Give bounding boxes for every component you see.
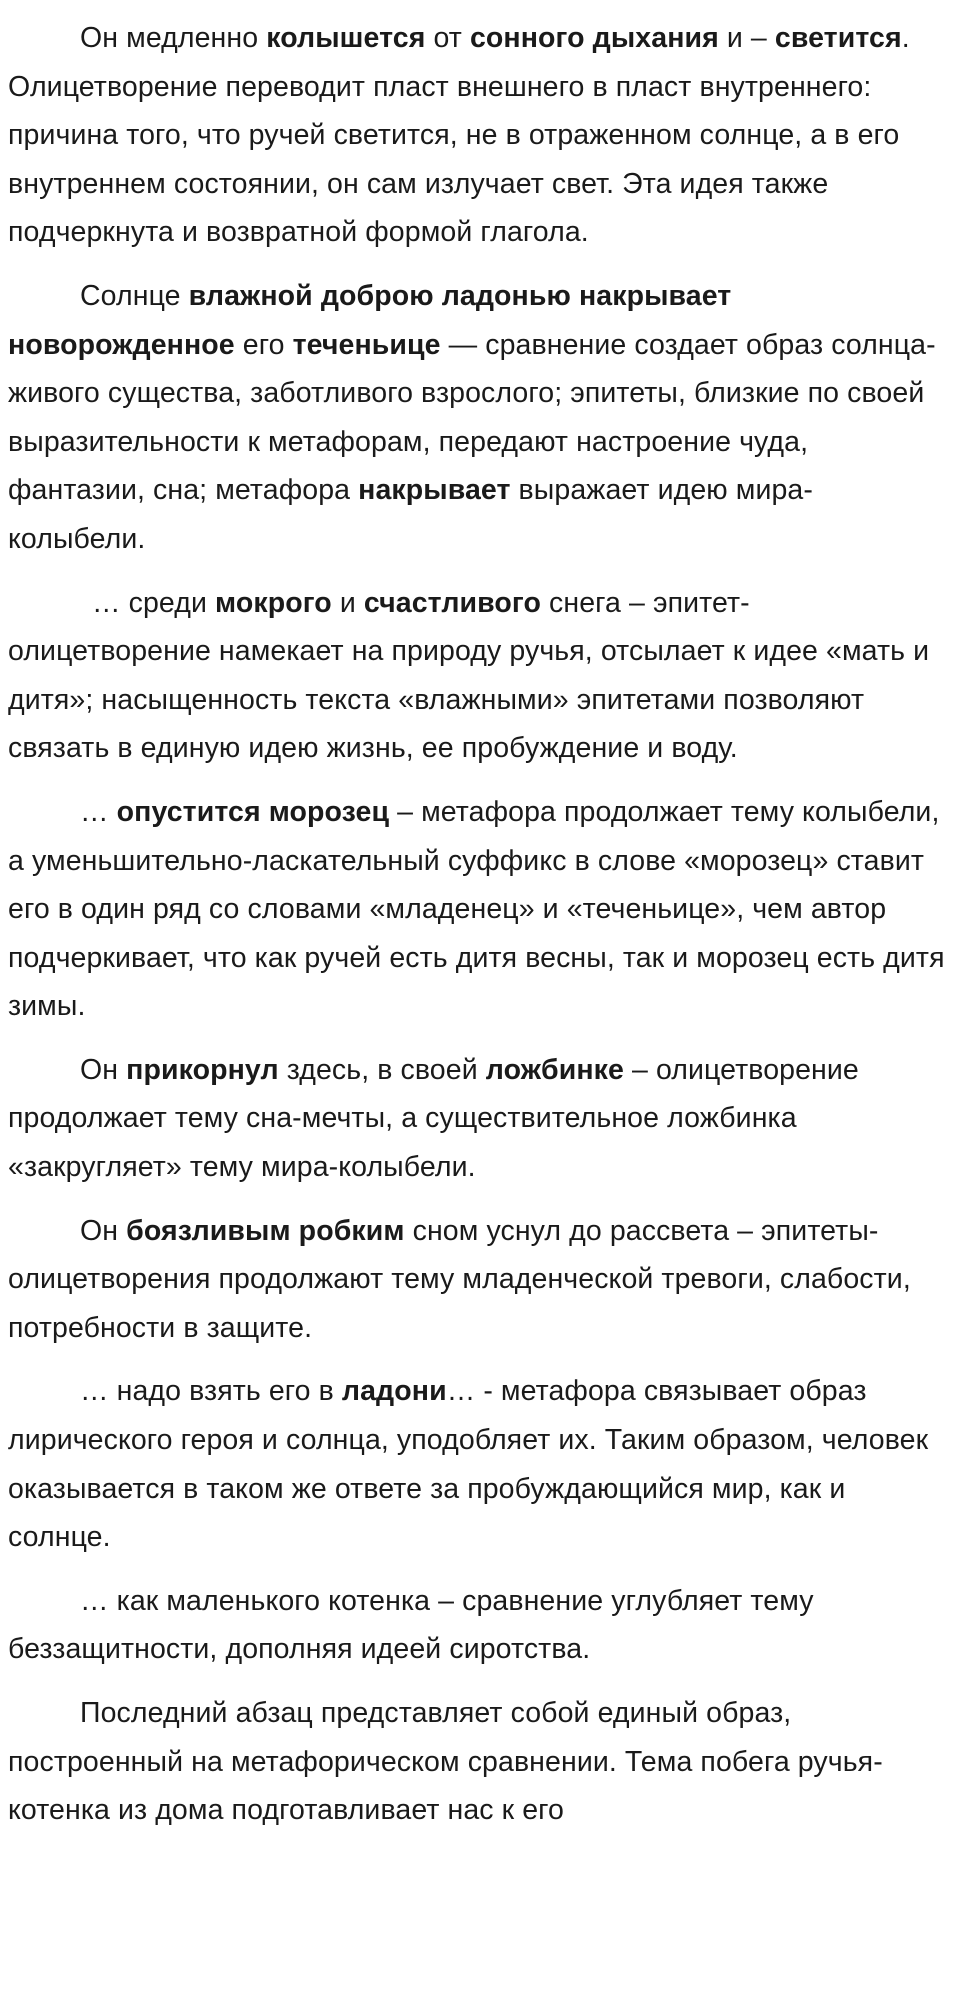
text-run: … среди — [92, 586, 216, 619]
text-run: — сравнение создает образ солнца-живого существа, заботливого взрослого; эпитеты, близкие по своей выразительности к метафорам, передают настроение чуда, фантазии, сна; метафора — [8, 328, 936, 507]
bold-term: накрывает — [358, 474, 511, 507]
bold-term: счастливого — [363, 586, 542, 619]
paragraph-3 — [8, 579, 950, 773]
paragraph-7 — [8, 1367, 950, 1561]
text-run: – олицетворение продолжает тему сна-мечты, а существительное ложбинка «закругляет» тему мира-колыбели. — [8, 1053, 859, 1184]
text-run: . Олицетворение переводит пласт внешнего в пласт внутреннего: причина того, что ручей светится, не в отраженном солнце, а в его внутреннем состоянии, он сам излучает свет. Эта идея также подчеркнута и возвратной формой глагола. — [8, 22, 910, 249]
paragraph-5 — [8, 1046, 950, 1192]
text-run: сном уснул до рассвета – эпитеты-олицетворения продолжают тему младенческой тревоги, слабости, потребности в защите. — [8, 1214, 911, 1344]
text-run: Он — [80, 1214, 127, 1247]
text-run: выражает идею мира-колыбели. — [8, 474, 813, 555]
text-run: … надо взять его в — [80, 1375, 342, 1408]
text-run: и – — [718, 22, 775, 54]
paragraph-9 — [8, 1689, 950, 1835]
text-run: Он медленно — [80, 22, 267, 54]
paragraph-1 — [8, 14, 950, 257]
text-run: его — [234, 328, 293, 361]
bold-term: прикорнул — [126, 1053, 279, 1086]
text-run: … как маленького котенка – сравнение углубляет тему беззащитности, дополняя идеей сиротства. — [8, 1584, 814, 1666]
text-run: и — [331, 586, 364, 619]
text-run: от — [425, 22, 470, 54]
bold-term: влажной доброю ладонью накрывает новорожденное — [8, 279, 732, 361]
bold-term: теченьице — [292, 328, 441, 361]
paragraph-6 — [8, 1207, 950, 1353]
bold-term: ложбинке — [485, 1053, 624, 1086]
text-run: – метафора продолжает тему колыбели, а уменьшительно-ласкательный суффикс в слове «морозец» ставит его в один ряд со словами «младенец» и «теченьице», чем автор подчеркивает, что как ручей есть дитя весны, так и морозец есть дитя зимы. — [8, 795, 945, 1023]
bold-term: боязливым робким — [126, 1214, 405, 1247]
text-run: Он — [80, 1053, 127, 1086]
text-run: … — [80, 795, 117, 828]
bold-term: колышется — [266, 22, 426, 54]
paragraph-4 — [8, 788, 950, 1031]
text-run: Солнце — [80, 279, 189, 312]
text-run: … - метафора связывает образ лирического героя и солнца, уподобляет их. Таким образом, человек оказывается в таком же ответе за пробуждающийся мир, как и солнце. — [8, 1375, 929, 1554]
bold-term: мокрого — [215, 586, 332, 619]
text-run: Последний абзац представляет собой единый образ, построенный на метафорическом сравнении. Тема побега ручья-котенка из дома подготавливает нас к его — [8, 1697, 883, 1827]
bold-term: сонного дыхания — [469, 22, 719, 54]
paragraph-8 — [8, 1577, 950, 1674]
paragraph-2 — [8, 272, 950, 564]
bold-term: опустится морозец — [116, 795, 390, 828]
bold-term: ладони — [341, 1375, 447, 1408]
bold-term: светится — [774, 22, 902, 54]
text-run: здесь, в своей — [278, 1053, 486, 1086]
text-run: снега – эпитет-олицетворение намекает на природу ручья, отсылает к идее «мать и дитя»; насыщенность текста «влажными» эпитетами позволяют связать в единую идею жизнь, ее пробуждение и воду. — [8, 586, 930, 765]
document-body — [8, 14, 950, 1835]
